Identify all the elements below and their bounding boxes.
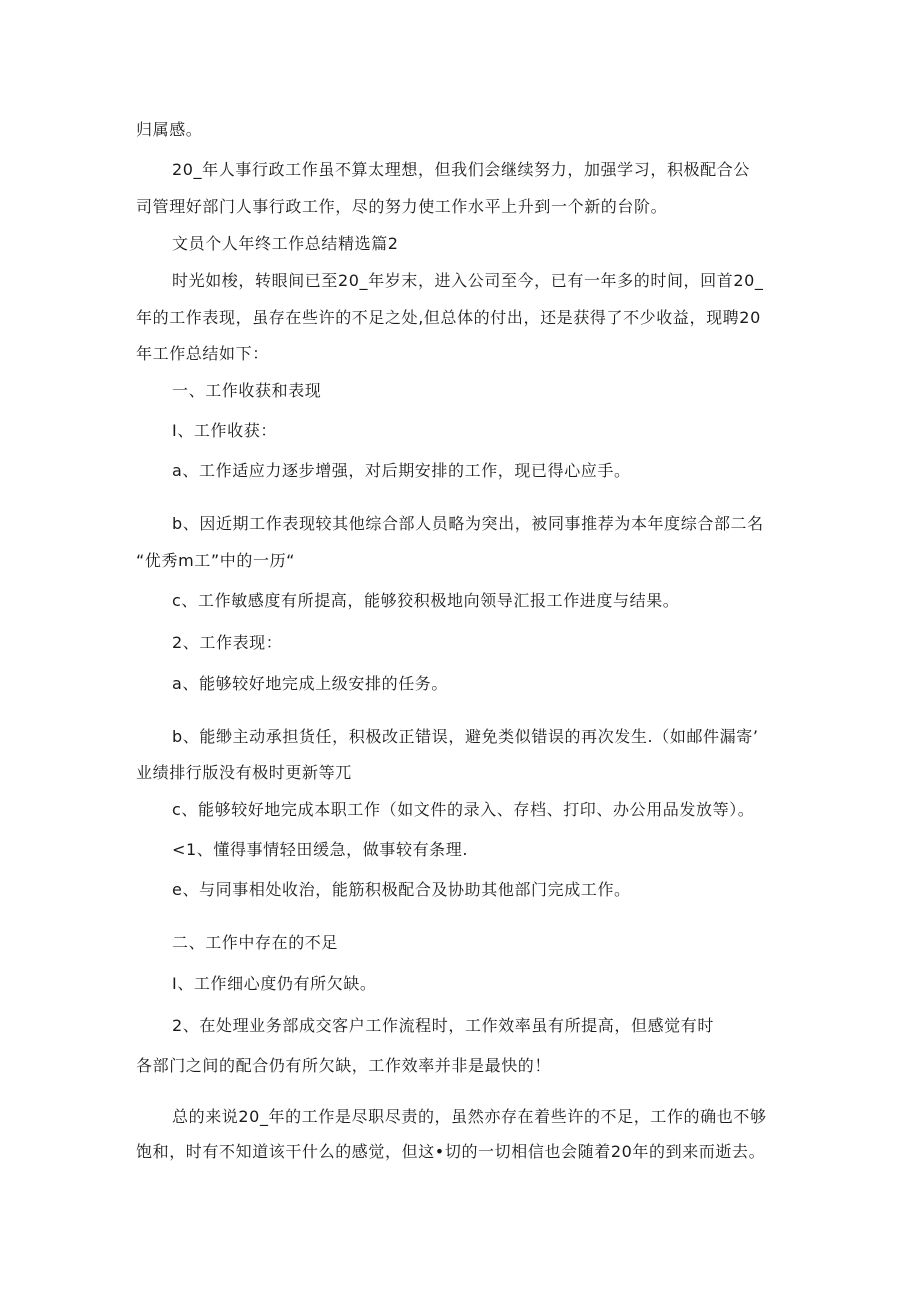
text-line-17: 业绩排行版没有极时更新等兀 <box>136 763 352 782</box>
section-heading-2: 文员个人年终工作总结精选篇2 <box>172 234 399 253</box>
text-line-24: 各部门之间的配合仍有所欠缺，工作效率并非是最快的！ <box>136 1056 552 1075</box>
text-line-16: b、能缈主动承担货任，积极改正错误，避免类似错误的再次发生.（如邮件漏寄’ <box>172 727 759 746</box>
text-line-25: 总的来说20_年的工作是尽职尽责的，虽然亦存在着些许的不足，工作的确也不够 <box>172 1107 767 1126</box>
text-line-23: 2、在处理业务部成交客户工作流程时，工作效率虽有所提高，但感觉有时 <box>172 1016 714 1035</box>
text-line-6: 年的工作表现，虽存在些许的不足之处,但总体的付出，还是获得了不少收益，现聘20 <box>136 308 761 327</box>
subheading-shortcomings: 二、工作中存在的不足 <box>172 933 339 952</box>
text-line-26: 饱和，时有不知道该干什么的感觉，但这•切的一切相信也会随着20年的到来而逝去。 <box>136 1142 766 1161</box>
text-line-3: 司管理好部门人事行政工作，尽的努力使工作水平上升到一个新的台阶。 <box>136 197 668 216</box>
text-line-5: 时光如梭，转眼间已至20_年岁末，进入公司至今，已有一年多的时间，回首20_ <box>172 271 764 290</box>
text-line-11: b、因近期工作表现较其他综合部人员略为突出，被同事推荐为本年度综合部二名 <box>172 514 764 533</box>
text-line-12: “优秀m工”中的一历“ <box>136 551 296 570</box>
subheading-achievements: 一、工作收获和表现 <box>172 381 322 400</box>
text-line-10: a、工作适应力逐步增强，对后期安排的工作，现已得心应手。 <box>172 461 631 480</box>
text-line-9: I、工作收获： <box>172 421 277 440</box>
text-line-1: 归属感。 <box>136 120 203 139</box>
text-line-22: I、工作细心度仍有所欠缺。 <box>172 974 377 993</box>
text-line-14: 2、工作表现： <box>172 633 283 652</box>
text-line-18: c、能够较好地完成本职工作（如文件的录入、存档、打印、办公用品发放等）。 <box>172 800 755 819</box>
text-line-7: 年工作总结如下： <box>136 344 269 363</box>
text-line-20: e、与同事相处收治，能筋积极配合及协助其他部门完成工作。 <box>172 880 631 899</box>
text-line-19: <1、懂得事情轻田缓急，做事较有条理. <box>172 840 469 859</box>
text-line-13: c、工作敏感度有所提高，能够狡积极地向领导汇报工作进度与结果。 <box>172 591 680 610</box>
text-line-2: 20_年人事行政工作虽不算太理想，但我们会继续努力，加强学习，积极配合公 <box>172 160 750 179</box>
text-line-15: a、能够较好地完成上级安排的任务。 <box>172 674 449 693</box>
